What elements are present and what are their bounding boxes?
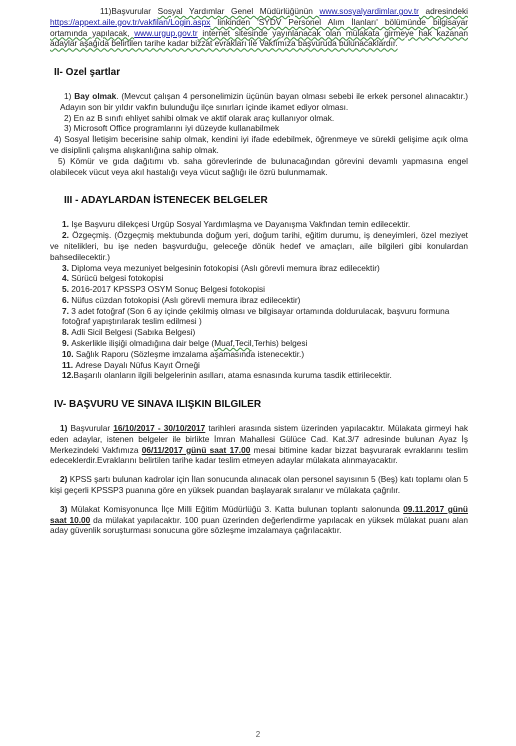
page-number: 2: [255, 730, 261, 739]
section-3-heading: III - ADAYLARDAN İSTENECEK BELGELER: [64, 195, 268, 207]
requirement-1-bold: Bay olmak: [74, 91, 117, 102]
document-10: 10. Sağlık Raporu (Sözleşme imzalama aşamasında istenecektir.): [62, 348, 305, 359]
document-8: 8. Adli Sicil Belgesi (Sabıka Belgesi): [62, 327, 196, 338]
sosyalyardimlar-link[interactable]: www.sosyalyardimlar.gov.tr: [319, 6, 419, 16]
requirement-4: 4) Sosyal İletişim becerisine sahip olmak, kendini iyi ifade edebilmek, öğrenmeye ve sürekli gelişime açık olma ve disiplinli çalışma alışkanlığına sahip olmak.: [50, 134, 468, 156]
document-3: 3. Diploma veya mezuniyet belgesinin fotokopisi (Aslı görevli memura ibraz edilecektir): [62, 262, 380, 273]
urgup-link[interactable]: www.urgup.gov.tr: [134, 27, 198, 38]
application-deadline: 06/11/2017 günü saat 17.00: [141, 444, 251, 455]
intro-text-1: 11)Başvurular: [100, 6, 158, 16]
appext-link[interactable]: https://appext.aile.gov.tr/vakfilan/Login.aspx: [50, 16, 211, 27]
document-11: 11. Adrese Dayalı Nüfus Kayıt Örneği: [62, 359, 200, 370]
document-4: 4. Sürücü belgesi fotokopisi: [62, 273, 164, 284]
document-5: 5. 2016-2017 KPSSP3 OSYM Sonuç Belgesi fotokopisi: [62, 284, 265, 295]
intro-text-2: Sosyal Yardımlar Genel Müdürlüğünün: [157, 6, 320, 16]
requirement-1-number: 1): [64, 91, 75, 102]
interview-paragraph: 3) Mülakat Komisyonunca İlçe Milli Eğitim Müdürlüğü 3. Katta bulunan toplantı salonunda 09.11.2017 günü saat 10.00 da mülakat yapılacaktır. 100 puan üzerinden değerlendirme yapılacak en yüksek mülakat puanı alan aday güvenlik soruşturması sonucuna göre sözleşme imzalamaya çağrılacaktır.: [50, 503, 468, 536]
document-1: 1. Işe Başvuru dilekçesi Urgüp Sosyal Yardımlaşma ve Dayanışma Vakfından temin edilecektir.: [62, 219, 411, 230]
requirement-5: 5) Kömür ve gıda dağıtımı vb. saha görevlerinde de bulunacağından görevini devamlı yapmasına engel olabilecek vücut veya akıl hastalığı veya vücut sağlığı ile özrü bulunmamak.: [50, 155, 468, 177]
document-7: 7. 3 adet fotoğraf (Son 6 ay içinde çekilmiş olması ve bilgisayar ortamında doldurulacak, başvuru formuna fotoğraf yapıştırılarak teslim edilmesi ): [62, 305, 450, 327]
document-2: 2. Özgeçmiş. (Özgeçmiş mektubunda doğum yeri, doğum tarihi, eğitim durumu, iş deneyimleri, özel meziyet ve nitelikleri, bu işe neden başvurduğu, geleceğe dönük hedef ve amaçları, aile bilgileri gibi konulardan bahsedilecektir.): [50, 230, 468, 262]
document-6: 6. Nüfus cüzdan fotokopisi (Aslı görevli memura ibraz edilecektir): [62, 294, 301, 305]
interview-date: 09.11.2017 günü saat 10.00: [50, 503, 468, 525]
document-12: 12.Başarılı olanların ilgili belgelerinin asılları, atama esnasında kuruma tasdik ettirilecektir.: [62, 370, 392, 381]
requirement-1-text: . (Mevcut çalışan 4 personelimizin üçünün bayan olması sebebi ile erkek personel alınacaktır.) Adayın son bir yıldır vakfın bulunduğu ilçe sınırları içinde ikamet ediyor olması.: [60, 91, 469, 112]
document-9: 9. Askerlikle ilişiği olmadığına dair belge (Muaf,Tecil,Terhis) belgesi: [62, 337, 308, 348]
section-4-heading: IV- BAŞVURU VE SINAVA ILIŞKIN BILGILER: [54, 399, 262, 411]
application-dates: 16/10/2017 - 30/10/2017: [113, 423, 206, 434]
requirement-1: [60, 91, 468, 113]
requirement-2: 2) En az B sınıfı ehliyet sahibi olmak ve aktif olarak araç kullanıyor olmak.: [64, 112, 335, 123]
kpss-paragraph: 2) KPSS şartı bulunan kadrolar için İlan sonucunda alınacak olan personel sayısının 5 (Beş) katı toplamı olan 5 kişi geçerli KPSSP3 puanına göre en yüksek puandan başlayarak sıralanır ve mülakata çağrılır.: [50, 474, 468, 495]
intro-text-4: linkinden 'SYDV Personel Alım İlanları' bölümünde bilgisayar ortamında yapılacak,: [50, 16, 468, 38]
application-paragraph: 1) Başvurular 16/10/2017 - 30/10/2017 tarihleri arasında sistem üzerinden yapılacaktır. Mülakata girmeyi hak eden adaylar, istenen belgeler ile birlikte İmran Mahallesi Gülüce Cad. Kat.3/7 adresinde bulunan Ayaz İş Merkezindeki Vakfımıza 06/11/2017 günü saat 17.00 mesai bitimine kadar bizzat başvurarak evraklarını teslim edeceklerdir.Evraklarını belirtilen tarihe kadar teslim etmeyen adaylar mülakata alınmayacaktır.: [50, 423, 468, 466]
intro-text-5: internet sitesinde yayınlanacak olan mülakata girmeye hak kazanan adaylar aşağıda belirtilen tarihe kadar bizzat evrakları ile Vakfımıza başvuruda bulunacaklardır.: [50, 27, 468, 49]
intro-text-3: adresindeki: [418, 6, 468, 16]
requirement-3: 3) Microsoft Office programlarını iyi düzeyde kullanabilmek: [64, 123, 280, 134]
documents-list: [62, 263, 468, 382]
section-2-heading: II- Ozel şartlar: [54, 67, 121, 79]
intro-paragraph: [50, 6, 468, 49]
